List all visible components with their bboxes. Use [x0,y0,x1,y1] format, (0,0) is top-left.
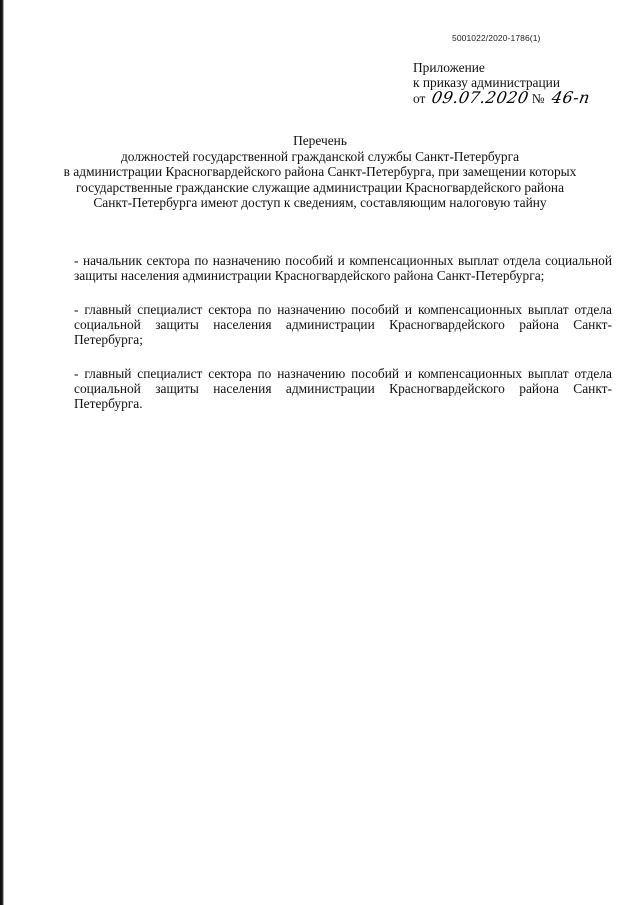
title-line-4: Санкт-Петербурга имеют доступ к сведениям, составляющим налоговую тайну [93,195,547,210]
list-item: - главный специалист сектора по назначению пособий и компенсационных выплат отдела социальной защиты населения администрации Красногвардейского района Санкт-Петербурга; [74,302,612,347]
appendix-block [413,60,633,106]
appendix-order-ref: к приказу администрации [413,75,561,90]
list-item: - главный специалист сектора по назначению пособий и компенсационных выплат отдела социальной защиты населения администрации Красногвардейского района Санкт-Петербурга. [74,366,612,411]
order-date-line [413,90,633,106]
document-code: 5001022/2020-1786(1) [452,33,541,43]
order-number-label: № [531,91,545,106]
list-title-block [60,133,580,211]
title-line-3: государственные гражданские служащие администрации Красногвардейского района [75,179,565,195]
handwritten-order-number: 46-п [550,88,592,107]
title-line-2: в администрации Красногвардейского района Санкт-Петербурга, при замещении которых [63,164,577,179]
list-item: - начальник сектора по назначению пособий и компенсационных выплат отдела социальной защиты населения администрации Красногвардейского района Санкт-Петербурга; [74,253,612,283]
order-date-prefix: от [413,91,426,106]
positions-list [74,253,612,430]
handwritten-date: 09.07.2020 [430,88,531,107]
title-line-1: должностей государственной гражданской службы Санкт-Петербурга [120,148,520,164]
appendix-title: Приложение [413,60,485,75]
list-heading: Перечень [293,133,347,148]
scan-edge [0,0,4,905]
